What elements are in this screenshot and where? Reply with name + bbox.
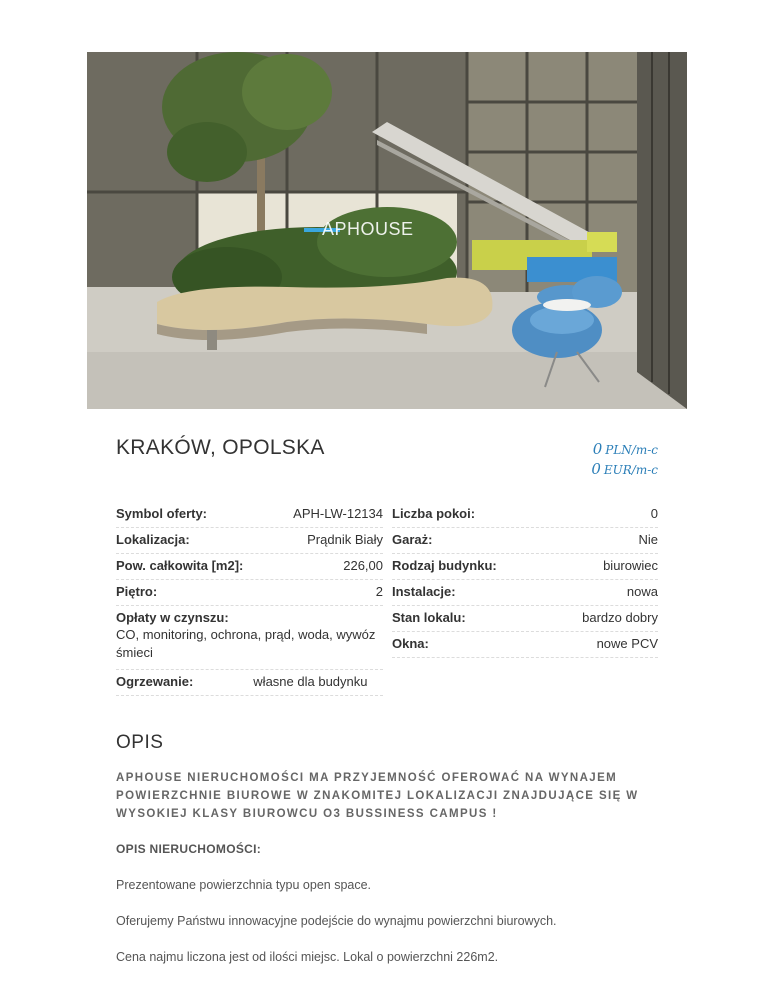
listing-title: KRAKÓW, OPOLSKA xyxy=(116,436,325,459)
description-paragraph: Cena najmu liczona jest od ilości miejsc. Lokal o powierzchni 226m2. xyxy=(116,950,499,964)
detail-label: Ogrzewanie: xyxy=(116,674,194,689)
details-right-column xyxy=(392,502,658,658)
detail-row xyxy=(116,580,383,606)
detail-row xyxy=(116,554,383,580)
detail-row xyxy=(116,502,383,528)
detail-label: Symbol oferty: xyxy=(116,506,208,521)
detail-value: Prądnik Biały xyxy=(307,532,383,547)
detail-label: Liczba pokoi: xyxy=(392,506,476,521)
watermark-logo: APHOUSE xyxy=(322,219,414,239)
detail-label: Rodzaj budynku: xyxy=(392,558,497,573)
detail-value: bardzo dobry xyxy=(582,610,658,625)
detail-label: Opłaty w czynszu: xyxy=(116,610,229,625)
detail-label: Piętro: xyxy=(116,584,158,599)
detail-row xyxy=(116,606,383,670)
price-eur-unit: EUR/m-c xyxy=(603,463,658,477)
description-heading: OPIS xyxy=(116,732,164,753)
description-paragraph: Oferujemy Państwu innowacyjne podejście do wynajmu powierzchni biurowych. xyxy=(116,914,557,928)
price-pln-unit: PLN/m-c xyxy=(605,443,658,457)
price-eur-amount: 0 xyxy=(591,460,601,478)
detail-value: nowa xyxy=(626,584,658,599)
price-eur xyxy=(591,459,658,478)
description-intro: APHOUSE NIERUCHOMOŚCI MA PRZYJEMNOŚĆ OFEROWAĆ NA WYNAJEM POWIERZCHNIE BIUROWE W ZNAKOMITEJ LOKALIZACJI ZNAJDUJĄCE SIĘ W WYSOKIEJ KLASY BIUROWCU O3 BUSSINESS CAMPUS ! xyxy=(116,772,639,820)
detail-label: Stan lokalu: xyxy=(392,610,466,625)
detail-row xyxy=(392,502,658,528)
detail-row xyxy=(116,670,383,696)
detail-row xyxy=(392,632,658,658)
detail-row xyxy=(392,554,658,580)
detail-row xyxy=(392,580,658,606)
detail-label: Lokalizacja: xyxy=(116,532,190,547)
detail-label: Instalacje: xyxy=(392,584,456,599)
detail-label: Okna: xyxy=(392,636,429,651)
detail-row xyxy=(116,528,383,554)
detail-label: Garaż: xyxy=(392,532,433,547)
detail-value: biurowiec xyxy=(603,558,658,573)
detail-value: nowe PCV xyxy=(596,636,658,651)
detail-label: Pow. całkowita [m2]: xyxy=(116,558,244,573)
detail-row xyxy=(392,528,658,554)
detail-value: 0 xyxy=(650,506,658,521)
hero-photo xyxy=(87,52,687,409)
detail-row xyxy=(392,606,658,632)
detail-value: 226,00 xyxy=(343,558,383,573)
description-subheading: OPIS NIERUCHOMOŚCI: xyxy=(116,842,262,856)
description-paragraph: Prezentowane powierzchnia typu open space. xyxy=(116,878,372,892)
detail-value: CO, monitoring, ochrona, prąd, woda, wywóz śmieci xyxy=(116,627,376,660)
details-left-column xyxy=(116,502,383,696)
detail-value: APH-LW-12134 xyxy=(293,506,383,521)
detail-value: Nie xyxy=(638,532,658,547)
detail-value: własne dla budynku xyxy=(253,674,368,689)
price-pln-amount: 0 xyxy=(592,440,603,458)
price-pln xyxy=(593,439,658,458)
detail-value: 2 xyxy=(375,584,383,599)
